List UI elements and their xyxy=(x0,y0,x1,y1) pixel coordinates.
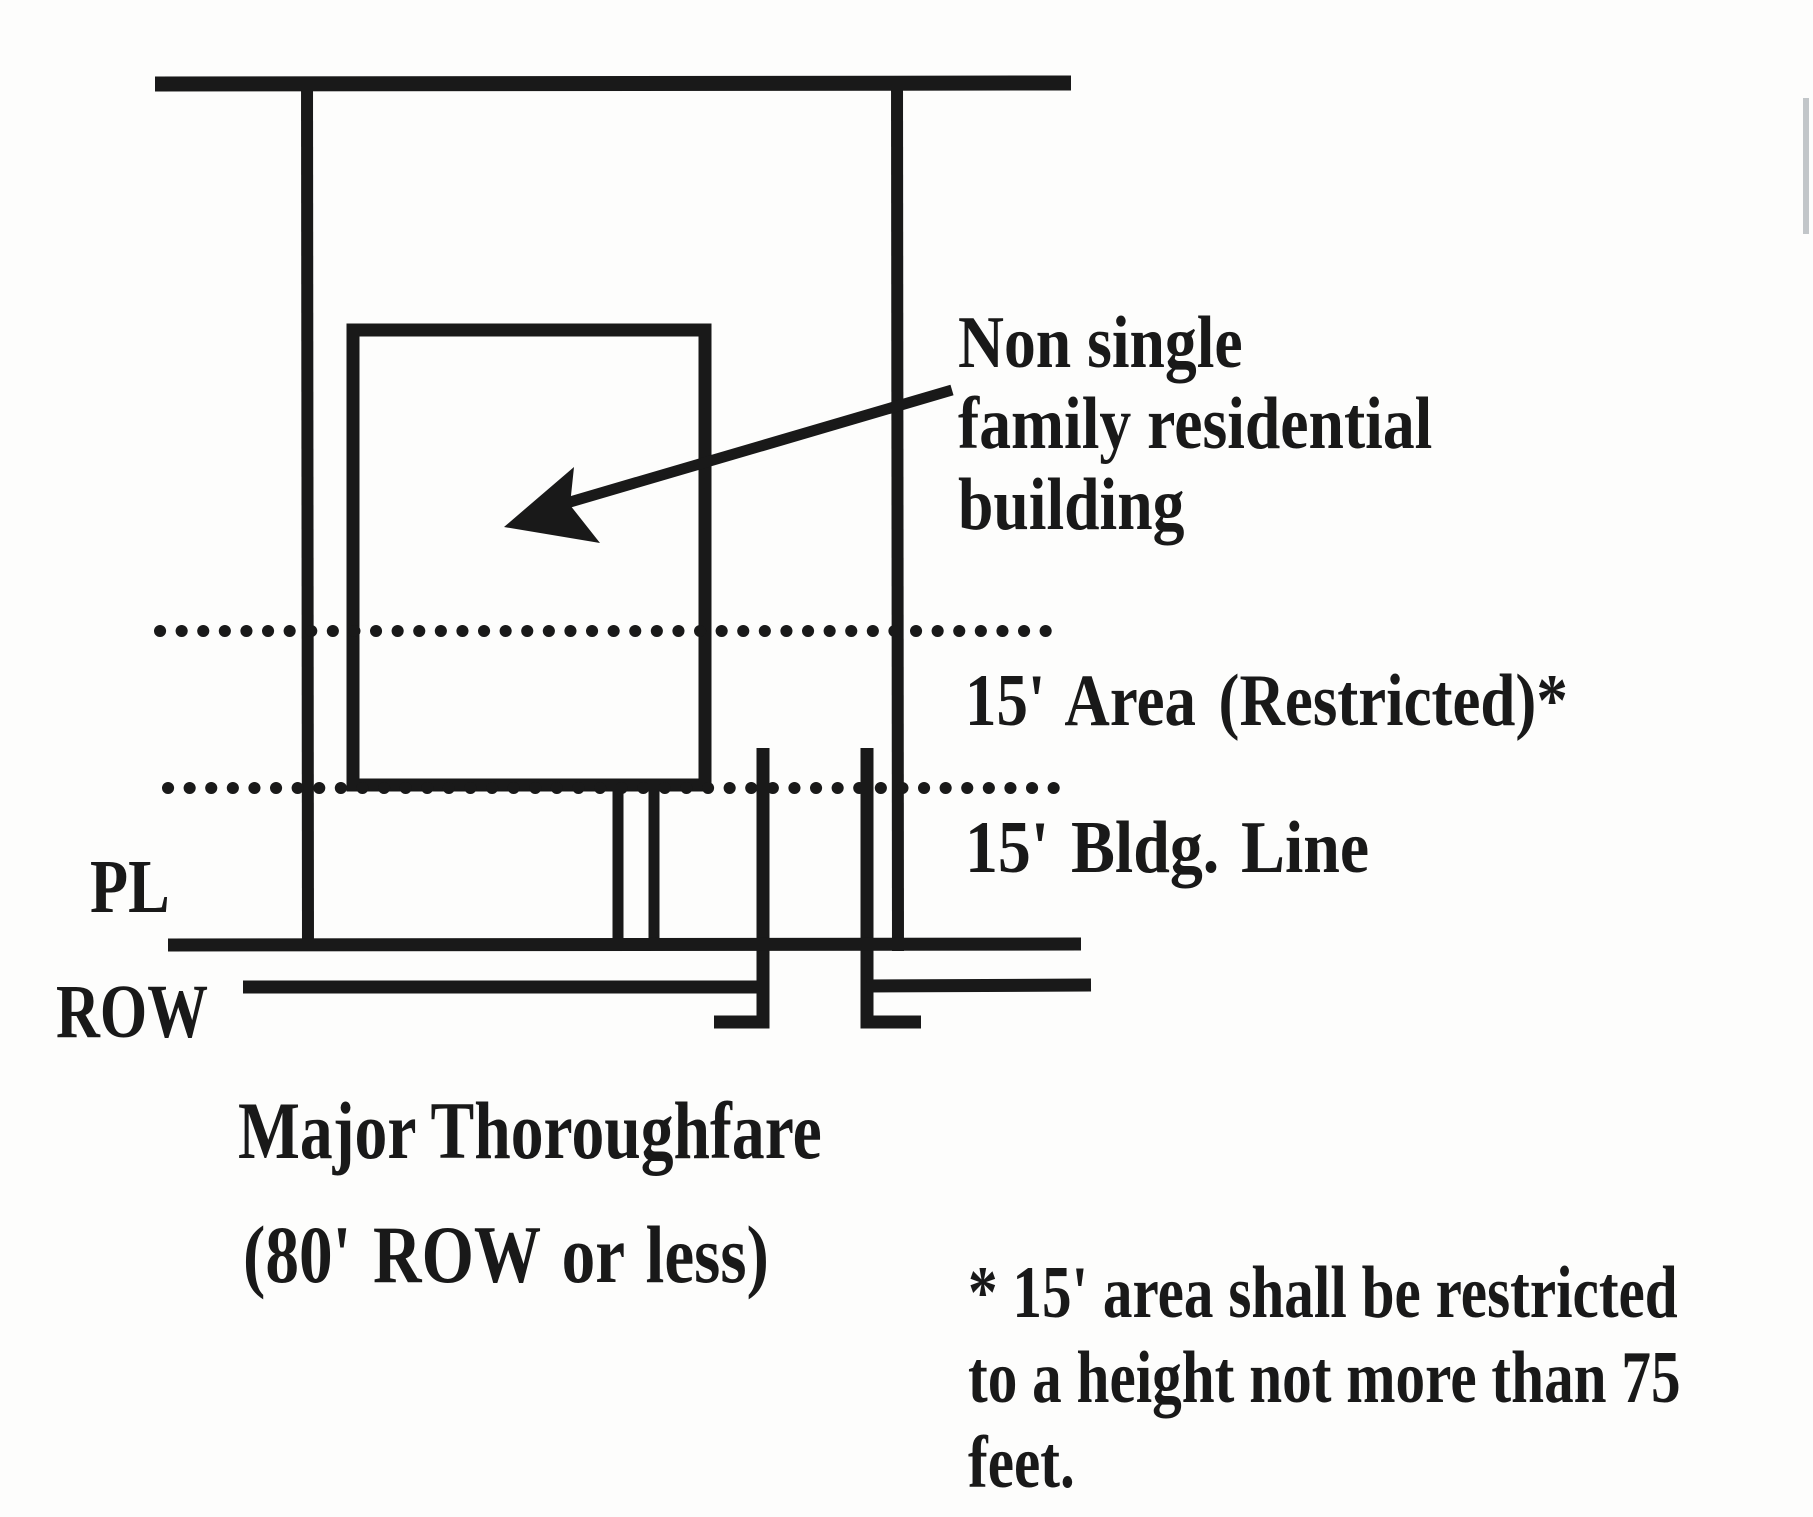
building-pointer-arrow xyxy=(504,390,952,543)
scan-artifact-line xyxy=(1803,98,1809,234)
building-annotation xyxy=(958,303,1432,546)
building-outline xyxy=(353,330,705,785)
restricted-area-label: 15' Area (Restricted)* xyxy=(965,660,1568,742)
building-annotation-line: building xyxy=(958,464,1185,546)
footnote-line: * 15' area shall be restricted xyxy=(968,1252,1678,1334)
property-line-label: PL xyxy=(90,845,170,929)
top-boundary-line xyxy=(155,83,1071,84)
building-annotation-line: family residential xyxy=(958,383,1433,465)
left-lot-line xyxy=(307,77,308,951)
arrow-head-icon xyxy=(504,467,600,543)
street-name-label: Major Thoroughfare xyxy=(238,1085,822,1176)
street-width-label: (80' ROW or less) xyxy=(243,1209,769,1300)
footnote-line: feet. xyxy=(968,1422,1075,1504)
building-line-label: 15' Bldg. Line xyxy=(965,807,1370,889)
right-of-way-label: ROW xyxy=(56,970,208,1054)
property-line xyxy=(168,944,1081,945)
footnote-line: to a height not more than 75 xyxy=(968,1337,1681,1419)
height-restriction-footnote xyxy=(968,1251,1681,1506)
building-annotation-line: Non single xyxy=(958,302,1243,384)
row-line-right-segment xyxy=(867,985,1091,986)
right-lot-line xyxy=(897,77,898,951)
